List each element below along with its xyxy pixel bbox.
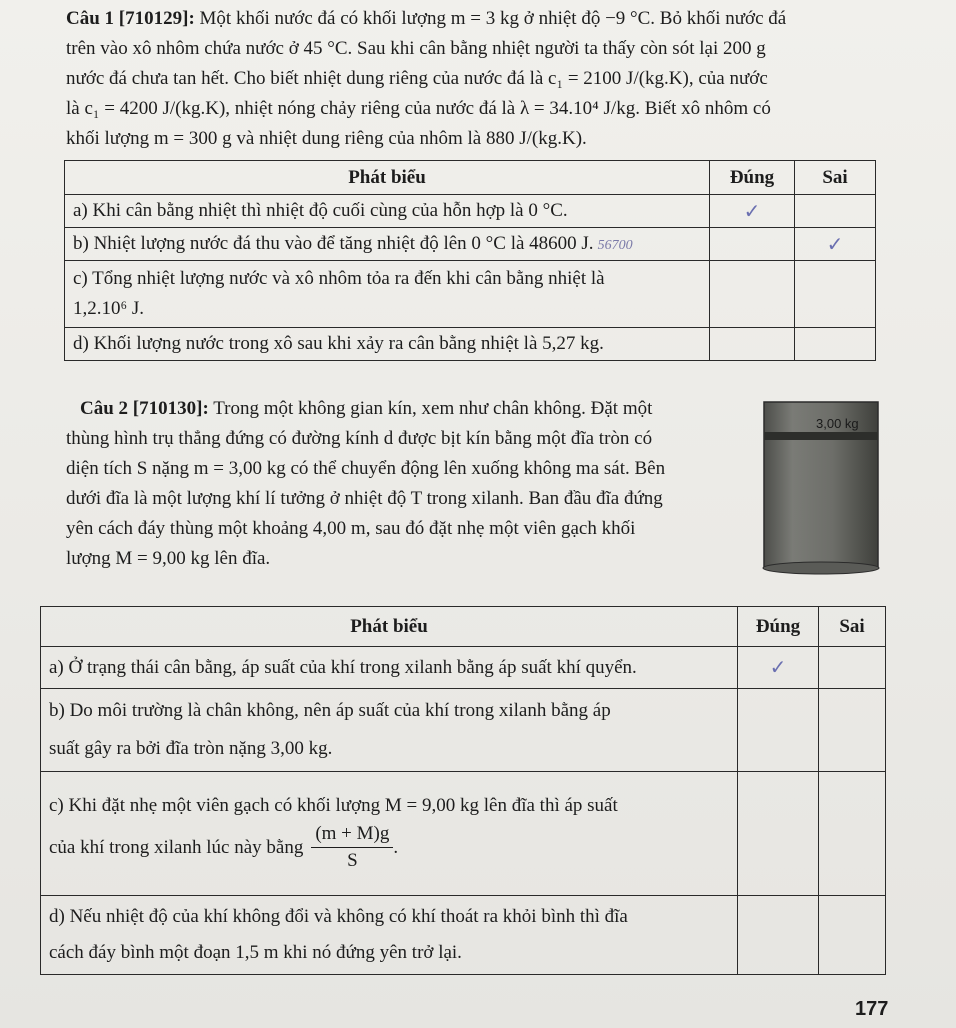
answer-true-cell[interactable] (710, 261, 795, 328)
statement-c-line-1: c) Tổng nhiệt lượng nước và xô nhôm tỏa ra đến khi cân bằng nhiệt là (73, 268, 605, 289)
statement-d-line-2: cách đáy bình một đoạn 1,5 m khi nó đứng yên trở lại. (49, 942, 462, 963)
statement-c-line-2-text: của khí trong xilanh lúc này bằng (49, 836, 304, 858)
statement-c (65, 261, 710, 328)
q2-line-4: dưới đĩa là một lượng khí lí tưởng ở nhiệt độ T trong xilanh. Ban đầu đĩa đứng (66, 488, 663, 509)
handwritten-annotation: 56700 (597, 238, 633, 253)
answer-true-cell[interactable] (738, 772, 819, 896)
answer-false-cell[interactable] (819, 896, 886, 975)
table-row (41, 896, 886, 975)
statement-b-text: b) Nhiệt lượng nước đá thu vào để tăng nhiệt độ lên 0 °C là 48600 J. (73, 233, 594, 254)
q2-line-1: Trong một không gian kín, xem như chân không. Đặt một (213, 398, 653, 419)
formula-numerator: (m + M)g (311, 823, 393, 848)
answer-false-cell[interactable] (819, 772, 886, 896)
q2-line-3: diện tích S nặng m = 3,00 kg có thể chuyển động lên xuống không ma sát. Bên (66, 458, 666, 479)
question-1-label: Câu 1 [710129]: (66, 8, 195, 29)
q1-line-4: là c₁ = 4200 J/(kg.K), nhiệt nóng chảy riêng của nước đá là λ = 34.10⁴ J/kg. Biết xô nhôm có (66, 98, 771, 119)
q1-line-2: trên vào xô nhôm chứa nước ở 45 °C. Sau khi cân bằng nhiệt người ta thấy còn sót lại 200 g (66, 38, 766, 59)
statement-c-line-2: 1,2.10⁶ J. (73, 298, 145, 319)
cylinder-illustration (760, 394, 882, 576)
q1-line-5: khối lượng m = 300 g và nhiệt dung riêng của nhôm là 880 J/(kg.K). (66, 128, 587, 149)
formula-period: . (393, 836, 399, 858)
table-row (41, 647, 886, 689)
formula-denominator: S (347, 850, 358, 871)
statement-c (41, 772, 738, 896)
answer-false-cell[interactable] (795, 328, 876, 361)
header-false: Sai (795, 161, 876, 195)
header-false: Sai (819, 607, 886, 647)
answer-false-cell[interactable] (795, 228, 876, 261)
answer-true-cell[interactable] (738, 689, 819, 772)
answer-false-cell[interactable] (819, 689, 886, 772)
statement-a: a) Ở trạng thái cân bằng, áp suất của khí trong xilanh bằng áp suất khí quyển. (41, 647, 738, 689)
statement-b-line-1: b) Do môi trường là chân không, nên áp suất của khí trong xilanh bằng áp (49, 700, 611, 721)
answer-false-cell[interactable] (795, 261, 876, 328)
q1-line-1: Một khối nước đá có khối lượng m = 3 kg ở nhiệt độ −9 °C. Bỏ khối nước đá (199, 8, 787, 29)
statement-b (41, 689, 738, 772)
answer-false-cell[interactable] (795, 195, 876, 228)
question-2-table (40, 606, 886, 975)
question-1-table (64, 160, 876, 361)
statement-b (65, 228, 710, 261)
table-row (65, 228, 876, 261)
disk (764, 432, 878, 440)
statement-a: a) Khi cân bằng nhiệt thì nhiệt độ cuối cùng của hỗn hợp là 0 °C. (65, 195, 710, 228)
q1-line-3: nước đá chưa tan hết. Cho biết nhiệt dung riêng của nước đá là c₁ = 2100 J/(kg.K), của nước (66, 68, 768, 89)
answer-true-cell[interactable] (710, 328, 795, 361)
question-2-label: Câu 2 [710130]: (80, 398, 209, 419)
answer-true-cell[interactable] (710, 195, 795, 228)
answer-false-cell[interactable] (819, 647, 886, 689)
q2-line-2: thùng hình trụ thẳng đứng có đường kính d được bịt kín bằng một đĩa tròn có (66, 428, 653, 449)
cylinder-base (763, 562, 879, 574)
cylinder-figure (760, 394, 882, 576)
check-mark-icon: ✓ (769, 655, 787, 679)
statement-d: d) Khối lượng nước trong xô sau khi xảy ra cân bằng nhiệt là 5,27 kg. (65, 328, 710, 361)
statement-d (41, 896, 738, 975)
header-true: Đúng (710, 161, 795, 195)
answer-true-cell[interactable] (738, 647, 819, 689)
statement-c-line-2 (49, 823, 729, 872)
pressure-formula (311, 823, 393, 872)
check-mark-icon: ✓ (743, 198, 761, 223)
table-row (65, 195, 876, 228)
q2-line-5: yên cách đáy thùng một khoảng 4,00 m, sau đó đặt nhẹ một viên gạch khối (66, 518, 636, 539)
statement-b-line-2: suất gây ra bởi đĩa tròn nặng 3,00 kg. (49, 738, 333, 759)
table-row (65, 261, 876, 328)
table-row (41, 689, 886, 772)
table-row (65, 328, 876, 361)
question-1-text (66, 4, 936, 154)
header-true: Đúng (738, 607, 819, 647)
answer-true-cell[interactable] (738, 896, 819, 975)
page-number: 177 (855, 998, 889, 1020)
figure-mass-label: 3,00 kg (816, 416, 859, 431)
table-row (41, 772, 886, 896)
statement-d-line-1: d) Nếu nhiệt độ của khí không đổi và không có khí thoát ra khỏi bình thì đĩa (49, 906, 628, 927)
statement-c-line-1: c) Khi đặt nhẹ một viên gạch có khối lượng M = 9,00 kg lên đĩa thì áp suất (49, 795, 618, 816)
header-statement: Phát biểu (65, 161, 710, 195)
question-2-text (66, 394, 750, 574)
header-statement: Phát biểu (41, 607, 738, 647)
check-mark-icon: ✓ (826, 231, 844, 256)
q2-line-6: lượng M = 9,00 kg lên đĩa. (66, 548, 271, 569)
answer-true-cell[interactable] (710, 228, 795, 261)
